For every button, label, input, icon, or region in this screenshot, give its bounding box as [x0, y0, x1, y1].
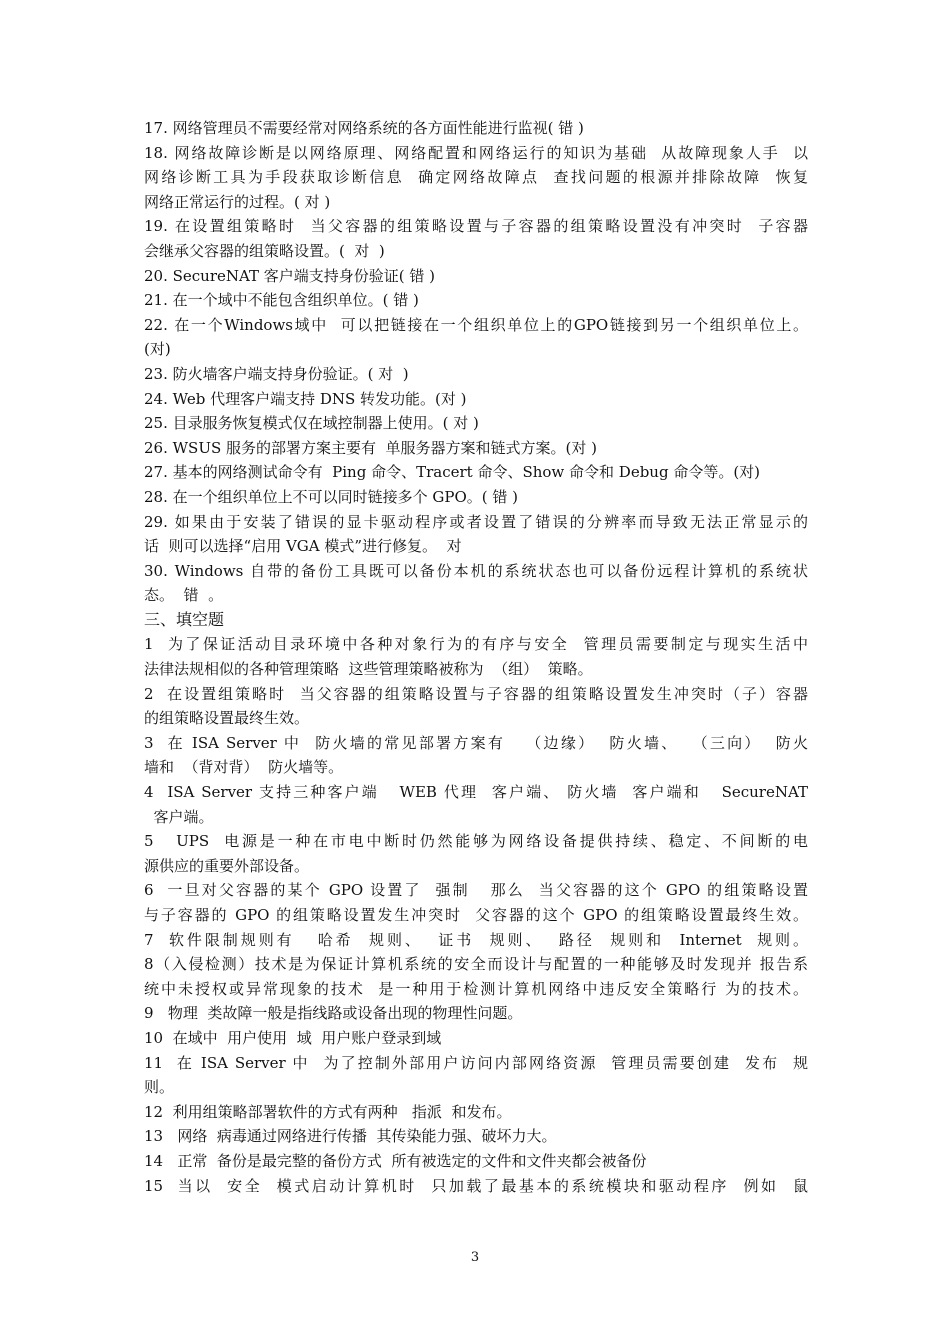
text-line: 8（入侵检测）技术是为保证计算机系统的安全而设计与配置的一种能够及时发现并 报告系 [144, 955, 808, 974]
text-line: 7 软件限制规则有 哈希 规则、 证书 规则、 路径 规则和 Internet 规则。 [144, 930, 808, 949]
text-line: 29. 如果由于安装了错误的显卡驱动程序或者设置了错误的分辨率而导致无法正常显示的 [144, 512, 808, 531]
text-line: 18. 网络故障诊断是以网络原理、网络配置和网络运行的知识为基础 从故障现象人手 以 [144, 143, 808, 162]
text-line: 客户端。 [144, 807, 214, 826]
text-line: 6 一旦对父容器的某个 GPO 设置了 强制 那么 当父容器的这个 GPO 的组策略设置 [144, 881, 808, 900]
text-line: 墙和 （背对背） 防火墙等。 [144, 758, 344, 777]
text-line: 1 为了保证活动目录环境中各种对象行为的有序与安全 管理员需要制定与现实生活中 [144, 635, 808, 654]
text-line: 26. WSUS 服务的部署方案主要有 单服务器方案和链式方案。(对 ) [144, 438, 598, 457]
page-number: 3 [470, 1250, 480, 1265]
text-line: 19. 在设置组策略时 当父容器的组策略设置与子容器的组策略设置没有冲突时 子容器 [144, 217, 808, 236]
text-line: 21. 在一个域中不能包含组织单位。( 错 ) [144, 291, 419, 310]
text-line: 11 在 ISA Server 中 为了控制外部用户访问内部网络资源 管理员需要创建 发布 规 [144, 1053, 808, 1072]
text-line: 会继承父容器的组策略设置。( 对 ) [144, 241, 385, 260]
text-line: 27. 基本的网络测试命令有 Ping 命令、Tracert 命令、Show 命令和 Debug 命令等。(对) [144, 463, 761, 482]
text-line: 25. 目录服务恢复模式仅在域控制器上使用。( 对 ) [144, 414, 479, 433]
text-line: 统中未授权或异常现象的技术 是一种用于检测计算机网络中违反安全策略行 为的技术。 [144, 979, 808, 998]
text-line: 20. SecureNAT 客户端支持身份验证( 错 ) [144, 266, 436, 285]
text-line: 则。 [144, 1078, 175, 1097]
text-line: 的组策略设置最终生效。 [144, 709, 310, 728]
text-line: 态。 错 。 [144, 586, 224, 605]
text-line: 法律法规相似的各种管理策略 这些管理策略被称为 （组） 策略。 [144, 660, 593, 679]
text-line: 12 利用组策略部署软件的方式有两种 指派 和发布。 [144, 1102, 512, 1121]
page-body [144, 116, 808, 1198]
text-line: 15 当以 安全 模式启动计算机时 只加载了最基本的系统模块和驱动程序 例如 鼠 [144, 1176, 808, 1195]
text-line: 网络诊断工具为手段获取诊断信息 确定网络故障点 查找问题的根源并排除故障 恢复 [144, 168, 808, 187]
text-line: 24. Web 代理客户端支持 DNS 转发功能。(对 ) [144, 389, 467, 408]
text-line: 与子容器的 GPO 的组策略设置发生冲突时 父容器的这个 GPO 的组策略设置最终生效。 [144, 906, 808, 924]
text-line: 17. 网络管理员不需要经常对网络系统的各方面性能进行监视( 错 ) [144, 119, 584, 137]
text-line: 14 正常 备份是最完整的备份方式 所有被选定的文件和文件夹都会被备份 [144, 1151, 647, 1170]
text-line: 13 网络 病毒通过网络进行传播 其传染能力强、破坏力大。 [144, 1127, 557, 1146]
text-line: 2 在设置组策略时 当父容器的组策略设置与子容器的组策略设置发生冲突时（子）容器 [144, 684, 808, 703]
text-line: 话 则可以选择“启用 VGA 模式”进行修复。 对 [144, 537, 462, 556]
text-line: 5 UPS 电源是一种在市电中断时仍然能够为网络设备提供持续、稳定、不间断的电 [144, 832, 808, 851]
text-line: 28. 在一个组织单位上不可以同时链接多个 GPO。( 错 ) [144, 487, 519, 506]
text-line: 3 在 ISA Server 中 防火墙的常见部署方案有 （边缘） 防火墙、 （三向） 防火 [144, 733, 808, 752]
text-line: 4 ISA Server 支持三种客户端 WEB 代理 客户端、 防火墙 客户端和 SecureNAT [144, 783, 808, 802]
text-line: 10 在域中 用户使用 域 用户账户登录到域 [144, 1028, 442, 1047]
section-heading: 三、填空题 [144, 609, 225, 629]
text-line: 9 物理 类故障一般是指线路或设备出现的物理性问题。 [144, 1004, 523, 1023]
text-line: 22. 在一个Windows域中 可以把链接在一个组织单位上的GPO链接到另一个组织单位上。 [144, 315, 808, 334]
text-line: 源供应的重要外部设备。 [144, 856, 310, 875]
text-line: 23. 防火墙客户端支持身份验证。( 对 ) [144, 364, 409, 383]
text-line: 网络正常运行的过程。( 对 ) [144, 192, 331, 211]
text-line: 30. Windows 自带的备份工具既可以备份本机的系统状态也可以备份远程计算机的系统状 [144, 561, 808, 580]
text-line: (对) [144, 340, 171, 359]
